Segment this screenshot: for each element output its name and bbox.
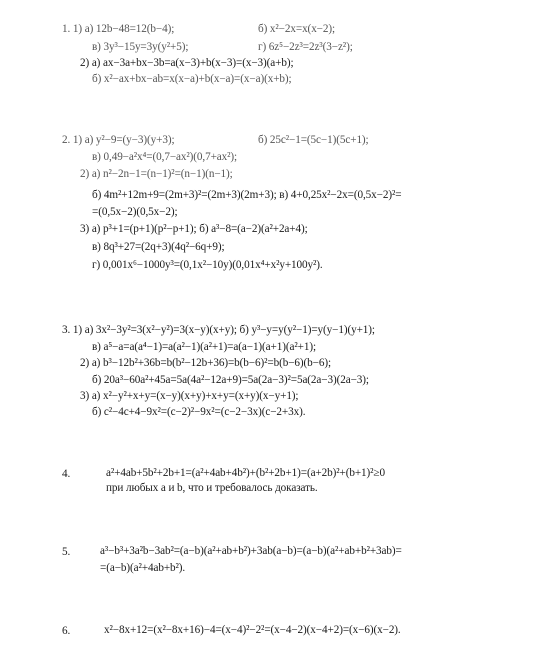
problem-2-line-1a: 2. 1) а) y²−9=(y−3)(y+3); xyxy=(62,134,175,146)
problem-6-line-1: x²−8x+12=(x²−8x+16)−4=(x−4)²−2²=(x−4−2)(x−4+2)=(x−6)(x−2). xyxy=(104,624,401,636)
problem-3-line-2: в) a⁵−a=a(a⁴−1)=a(a²−1)(a²+1)=a(a−1)(a+1)(a²+1); xyxy=(92,341,316,353)
problem-3-line-1: 3. 1) а) 3x²−3y²=3(x²−y²)=3(x−y)(x+y); б) y³−y=y(y²−1)=y(y−1)(y+1); xyxy=(62,324,375,336)
problem-2-line-1b: б) 25c²−1=(5c−1)(5c+1); xyxy=(258,134,369,146)
problem-3-line-3: 2) а) b³−12b²+36b=b(b²−12b+36)=b(b−6)²=b(b−6)(b−6); xyxy=(80,357,331,369)
problem-4-number: 4. xyxy=(62,468,71,480)
problem-2-line-4: б) 4m²+12m+9=(2m+3)²=(2m+3)(2m+3); в) 4+0,25x²−2x=(0,5x−2)²= xyxy=(92,189,402,201)
problem-4-line-2: при любых a и b, что и требовалось доказать. xyxy=(106,482,318,494)
problem-1-line-1b: б) x²−2x=x(x−2); xyxy=(258,23,336,35)
problem-1-line-3: 2) а) ax−3a+bx−3b=a(x−3)+b(x−3)=(x−3)(a+b); xyxy=(80,57,294,69)
problem-2-line-2: в) 0,49−a²x⁴=(0,7−ax²)(0,7+ax²); xyxy=(92,151,238,163)
problem-2-line-5: =(0,5x−2)(0,5x−2); xyxy=(92,206,178,218)
problem-5-line-1: a³−b³+3a²b−3ab²=(a−b)(a²+ab+b²)+3ab(a−b)=(a−b)(a²+ab+b²+3ab)= xyxy=(100,545,402,557)
problem-1-line-1a: 1. 1) а) 12b−48=12(b−4); xyxy=(62,23,175,35)
problem-6-number: 6. xyxy=(62,625,71,637)
problem-1-line-4: б) x²−ax+bx−ab=x(x−a)+b(x−a)=(x−a)(x+b); xyxy=(92,73,292,85)
problem-2-line-6: 3) а) p³+1=(p+1)(p²−p+1); б) a³−8=(a−2)(a²+2a+4); xyxy=(80,223,308,235)
problem-3-line-4: б) 20a³−60a²+45a=5a(4a²−12a+9)=5a(2a−3)²=5a(2a−3)(2a−3); xyxy=(92,374,369,386)
problem-3-line-6: б) c²−4c+4−9x²=(c−2)²−9x²=(c−2−3x)(c−2+3x). xyxy=(92,406,306,418)
problem-2-line-3: 2) а) n²−2n−1=(n−1)²=(n−1)(n−1); xyxy=(80,168,233,180)
problem-1-line-2a: в) 3y³−15y=3y(y²+5); xyxy=(92,41,189,53)
problem-5-number: 5. xyxy=(62,546,71,558)
problem-1-line-2b: г) 6z⁵−2z³=2z³(3−z²); xyxy=(258,41,353,53)
problem-3-line-5: 3) а) x²−y²+x+y=(x−y)(x+y)+x+y=(x+y)(x−y+1); xyxy=(80,390,299,402)
problem-5-line-2: =(a−b)(a²+4ab+b²). xyxy=(100,562,186,574)
problem-2-line-8: г) 0,001x⁶−1000y³=(0,1x²−10y)(0,01x⁴+x²y+100y²). xyxy=(92,259,323,271)
problem-4-line-1: a²+4ab+5b²+2b+1=(a²+4ab+4b²)+(b²+2b+1)=(a+2b)²+(b+1)²≥0 xyxy=(106,467,385,479)
problem-2-line-7: в) 8q³+27=(2q+3)(4q²−6q+9); xyxy=(92,241,225,253)
